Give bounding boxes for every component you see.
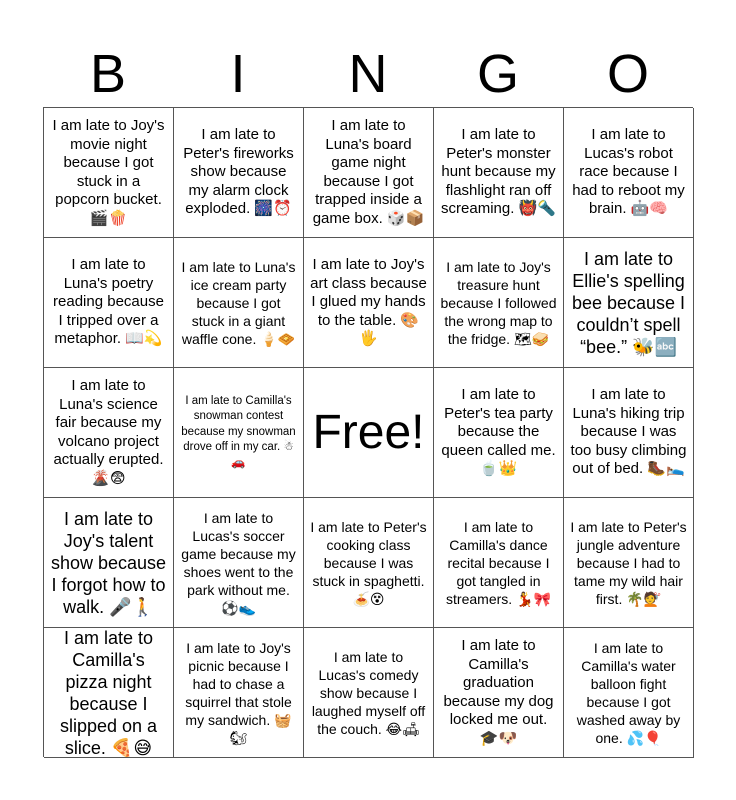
bingo-cell[interactable]: I am late to Luna's ice cream party because I got stuck in a giant waffle cone. 🍦🧇 bbox=[174, 238, 304, 368]
bingo-cell[interactable]: I am late to Luna's science fair because my volcano project actually erupted. 🌋😨 bbox=[44, 368, 174, 498]
bingo-cell[interactable]: I am late to Peter's fireworks show because my alarm clock exploded. 🎆⏰ bbox=[174, 108, 304, 238]
bingo-cell[interactable]: I am late to Camilla's water balloon fight because I got washed away by one. 💦🎈 bbox=[564, 628, 694, 758]
bingo-cell[interactable]: I am late to Joy's art class because I glued my hands to the table. 🎨🖐 bbox=[304, 238, 434, 368]
bingo-cell[interactable]: I am late to Ellie's spelling bee because I couldn’t spell “bee.” 🐝🔤 bbox=[564, 238, 694, 368]
bingo-cell[interactable]: I am late to Joy's movie night because I got stuck in a popcorn bucket. 🎬🍿 bbox=[44, 108, 174, 238]
header-letter-n: N bbox=[348, 44, 388, 104]
bingo-cell[interactable]: I am late to Lucas's comedy show because I laughed myself off the couch. 😂🛋 bbox=[304, 628, 434, 758]
bingo-cell[interactable]: I am late to Joy's talent show because I forgot how to walk. 🎤🚶 bbox=[44, 498, 174, 628]
bingo-cell[interactable]: I am late to Camilla's graduation because my dog locked me out. 🎓🐶 bbox=[434, 628, 564, 758]
bingo-cell[interactable]: I am late to Lucas's soccer game because my shoes went to the park without me. ⚽👟 bbox=[174, 498, 304, 628]
bingo-cell[interactable]: I am late to Luna's hiking trip because I was too busy climbing out of bed. 🥾🛌 bbox=[564, 368, 694, 498]
bingo-cell[interactable]: I am late to Joy's picnic because I had to chase a squirrel that stole my sandwich. 🧺🐿 bbox=[174, 628, 304, 758]
bingo-cell[interactable]: I am late to Peter's cooking class because I was stuck in spaghetti. 🍝😵 bbox=[304, 498, 434, 628]
bingo-cell[interactable]: I am late to Peter's jungle adventure because I had to tame my wild hair first. 🌴💇 bbox=[564, 498, 694, 628]
bingo-cell[interactable]: I am late to Peter's monster hunt because my flashlight ran off screaming. 👹🔦 bbox=[434, 108, 564, 238]
bingo-cell[interactable]: I am late to Camilla's pizza night because I slipped on a slice. 🍕😅 bbox=[44, 628, 174, 758]
bingo-cell[interactable]: I am late to Camilla's snowman contest because my snowman drove off in my car. ☃🚗 bbox=[174, 368, 304, 498]
bingo-cell[interactable]: I am late to Camilla's dance recital because I got tangled in streamers. 💃🎀 bbox=[434, 498, 564, 628]
bingo-card-grid bbox=[43, 107, 693, 757]
bingo-cell[interactable]: I am late to Joy's treasure hunt because I followed the wrong map to the fridge. 🗺🥪 bbox=[434, 238, 564, 368]
header-letter-b: B bbox=[89, 44, 127, 104]
header-letter-g: G bbox=[476, 44, 519, 104]
free-space-cell[interactable]: Free! bbox=[304, 368, 434, 498]
header-letter-o: O bbox=[606, 44, 649, 104]
bingo-cell[interactable]: I am late to Lucas's robot race because I had to reboot my brain. 🤖🧠 bbox=[564, 108, 694, 238]
header-letter-i: I bbox=[230, 44, 246, 104]
bingo-cell[interactable]: I am late to Peter's tea party because the queen called me. 🍵👑 bbox=[434, 368, 564, 498]
bingo-cell[interactable]: I am late to Luna's poetry reading because I tripped over a metaphor. 📖💫 bbox=[44, 238, 174, 368]
bingo-header bbox=[43, 40, 693, 108]
bingo-cell[interactable]: I am late to Luna's board game night because I got trapped inside a game box. 🎲📦 bbox=[304, 108, 434, 238]
